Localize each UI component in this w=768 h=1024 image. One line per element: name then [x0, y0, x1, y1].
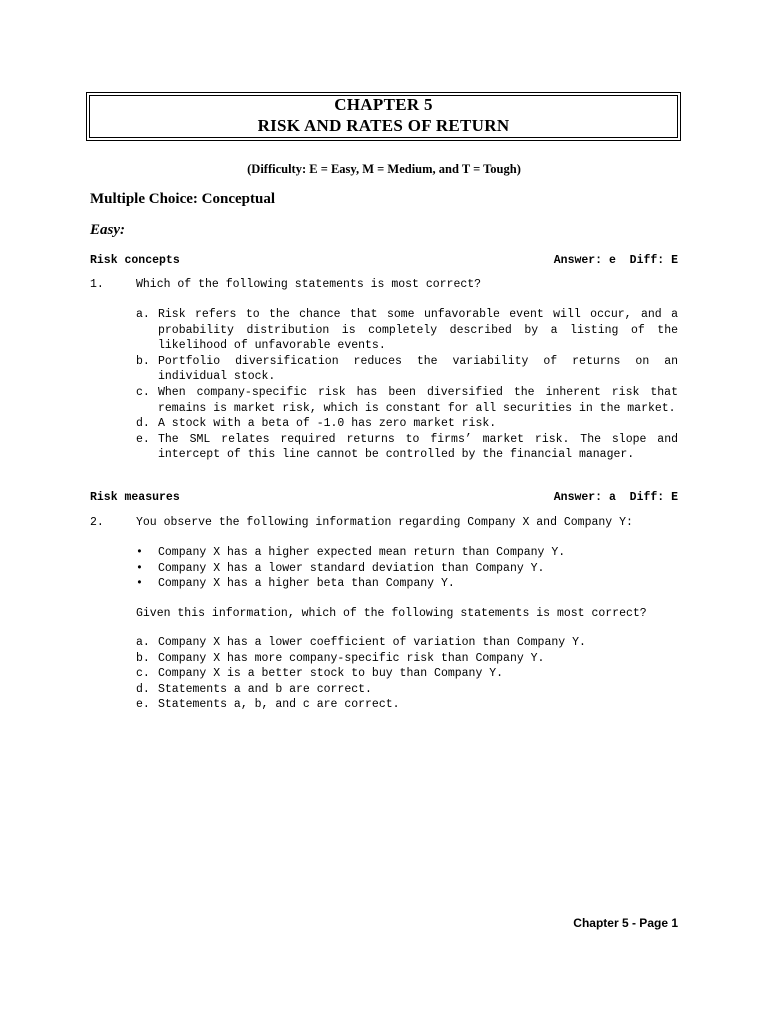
difficulty-note: (Difficulty: E = Easy, M = Medium, and T = Tough)	[247, 162, 521, 176]
bullet-text: Company X has a lower standard deviation than Company Y.	[158, 561, 545, 575]
option-text: Risk refers to the chance that some unfavorable event will occur, and a probability distribution is completely described by a listing of the likelihood of unfavorable events.	[158, 308, 678, 353]
question-2-option-b	[136, 651, 678, 667]
question-2-option-a	[136, 635, 678, 651]
question-2-option-c	[136, 666, 678, 682]
question-1-option-c	[136, 385, 678, 416]
option-text: Statements a, b, and c are correct.	[158, 698, 400, 712]
question-1-number: 1.	[90, 278, 104, 291]
question-2-option-e	[136, 697, 678, 713]
bullet-text: Company X has a higher expected mean return than Company Y.	[158, 546, 566, 559]
bullet-icon: •	[136, 561, 143, 575]
page-footer: Chapter 5 - Page 1	[573, 916, 678, 930]
option-text: Company X is a better stock to buy than Company Y.	[158, 667, 504, 681]
option-letter: b.	[136, 354, 150, 368]
difficulty-level-heading: Easy:	[90, 222, 125, 238]
question-2-topic: Risk measures	[90, 491, 180, 504]
option-text: Statements a and b are correct.	[158, 682, 372, 696]
question-2-bullet-list	[136, 545, 681, 592]
option-letter: e.	[136, 698, 150, 712]
question-2-option-d	[136, 682, 678, 698]
option-text: Company X has more company-specific risk than Company Y.	[158, 651, 545, 665]
question-2-options	[136, 635, 678, 713]
bullet-text: Company X has a higher beta than Company Y.	[158, 577, 455, 591]
question-2-followup: Given this information, which of the following statements is most correct?	[136, 607, 647, 620]
list-item	[136, 545, 681, 561]
chapter-number: CHAPTER 5	[334, 95, 433, 114]
question-1-answer-diff: Answer: e Diff: E	[553, 254, 678, 267]
question-2-number: 2.	[90, 516, 104, 529]
list-item	[136, 576, 681, 592]
question-1-option-a	[136, 307, 678, 354]
question-1-option-e	[136, 432, 678, 463]
option-letter: e.	[136, 432, 150, 446]
question-1-text: Which of the following statements is most correct?	[136, 278, 482, 291]
option-letter: d.	[136, 682, 150, 696]
section-heading: Multiple Choice: Conceptual	[90, 191, 275, 207]
option-text: Portfolio diversification reduces the variability of returns on an individual stock.	[158, 354, 678, 384]
option-text: Company X has a lower coefficient of variation than Company Y.	[158, 636, 586, 649]
option-text: A stock with a beta of -1.0 has zero market risk.	[158, 417, 497, 431]
option-text: When company-specific risk has been diversified the inherent risk that remains is market risk, which is constant for all securities in the market.	[158, 385, 678, 415]
question-1-options	[136, 307, 678, 463]
question-1-option-d	[136, 416, 678, 432]
bullet-icon: •	[136, 577, 143, 591]
question-1-topic: Risk concepts	[90, 254, 180, 267]
option-letter: c.	[136, 667, 150, 681]
option-letter: d.	[136, 417, 150, 431]
chapter-title-box	[86, 92, 681, 141]
option-text: The SML relates required returns to firms’ market risk. The slope and intercept of this line cannot be controlled by the financial manager.	[158, 432, 678, 462]
question-1-option-b	[136, 354, 678, 385]
option-letter: a.	[136, 636, 150, 649]
question-2-answer-diff: Answer: a Diff: E	[553, 491, 678, 504]
option-letter: b.	[136, 651, 150, 665]
option-letter: a.	[136, 308, 150, 321]
question-2-text: You observe the following information regarding Company X and Company Y:	[136, 516, 633, 529]
chapter-title: RISK AND RATES OF RETURN	[257, 116, 510, 135]
list-item	[136, 561, 681, 577]
option-letter: c.	[136, 385, 150, 399]
bullet-icon: •	[136, 546, 143, 559]
